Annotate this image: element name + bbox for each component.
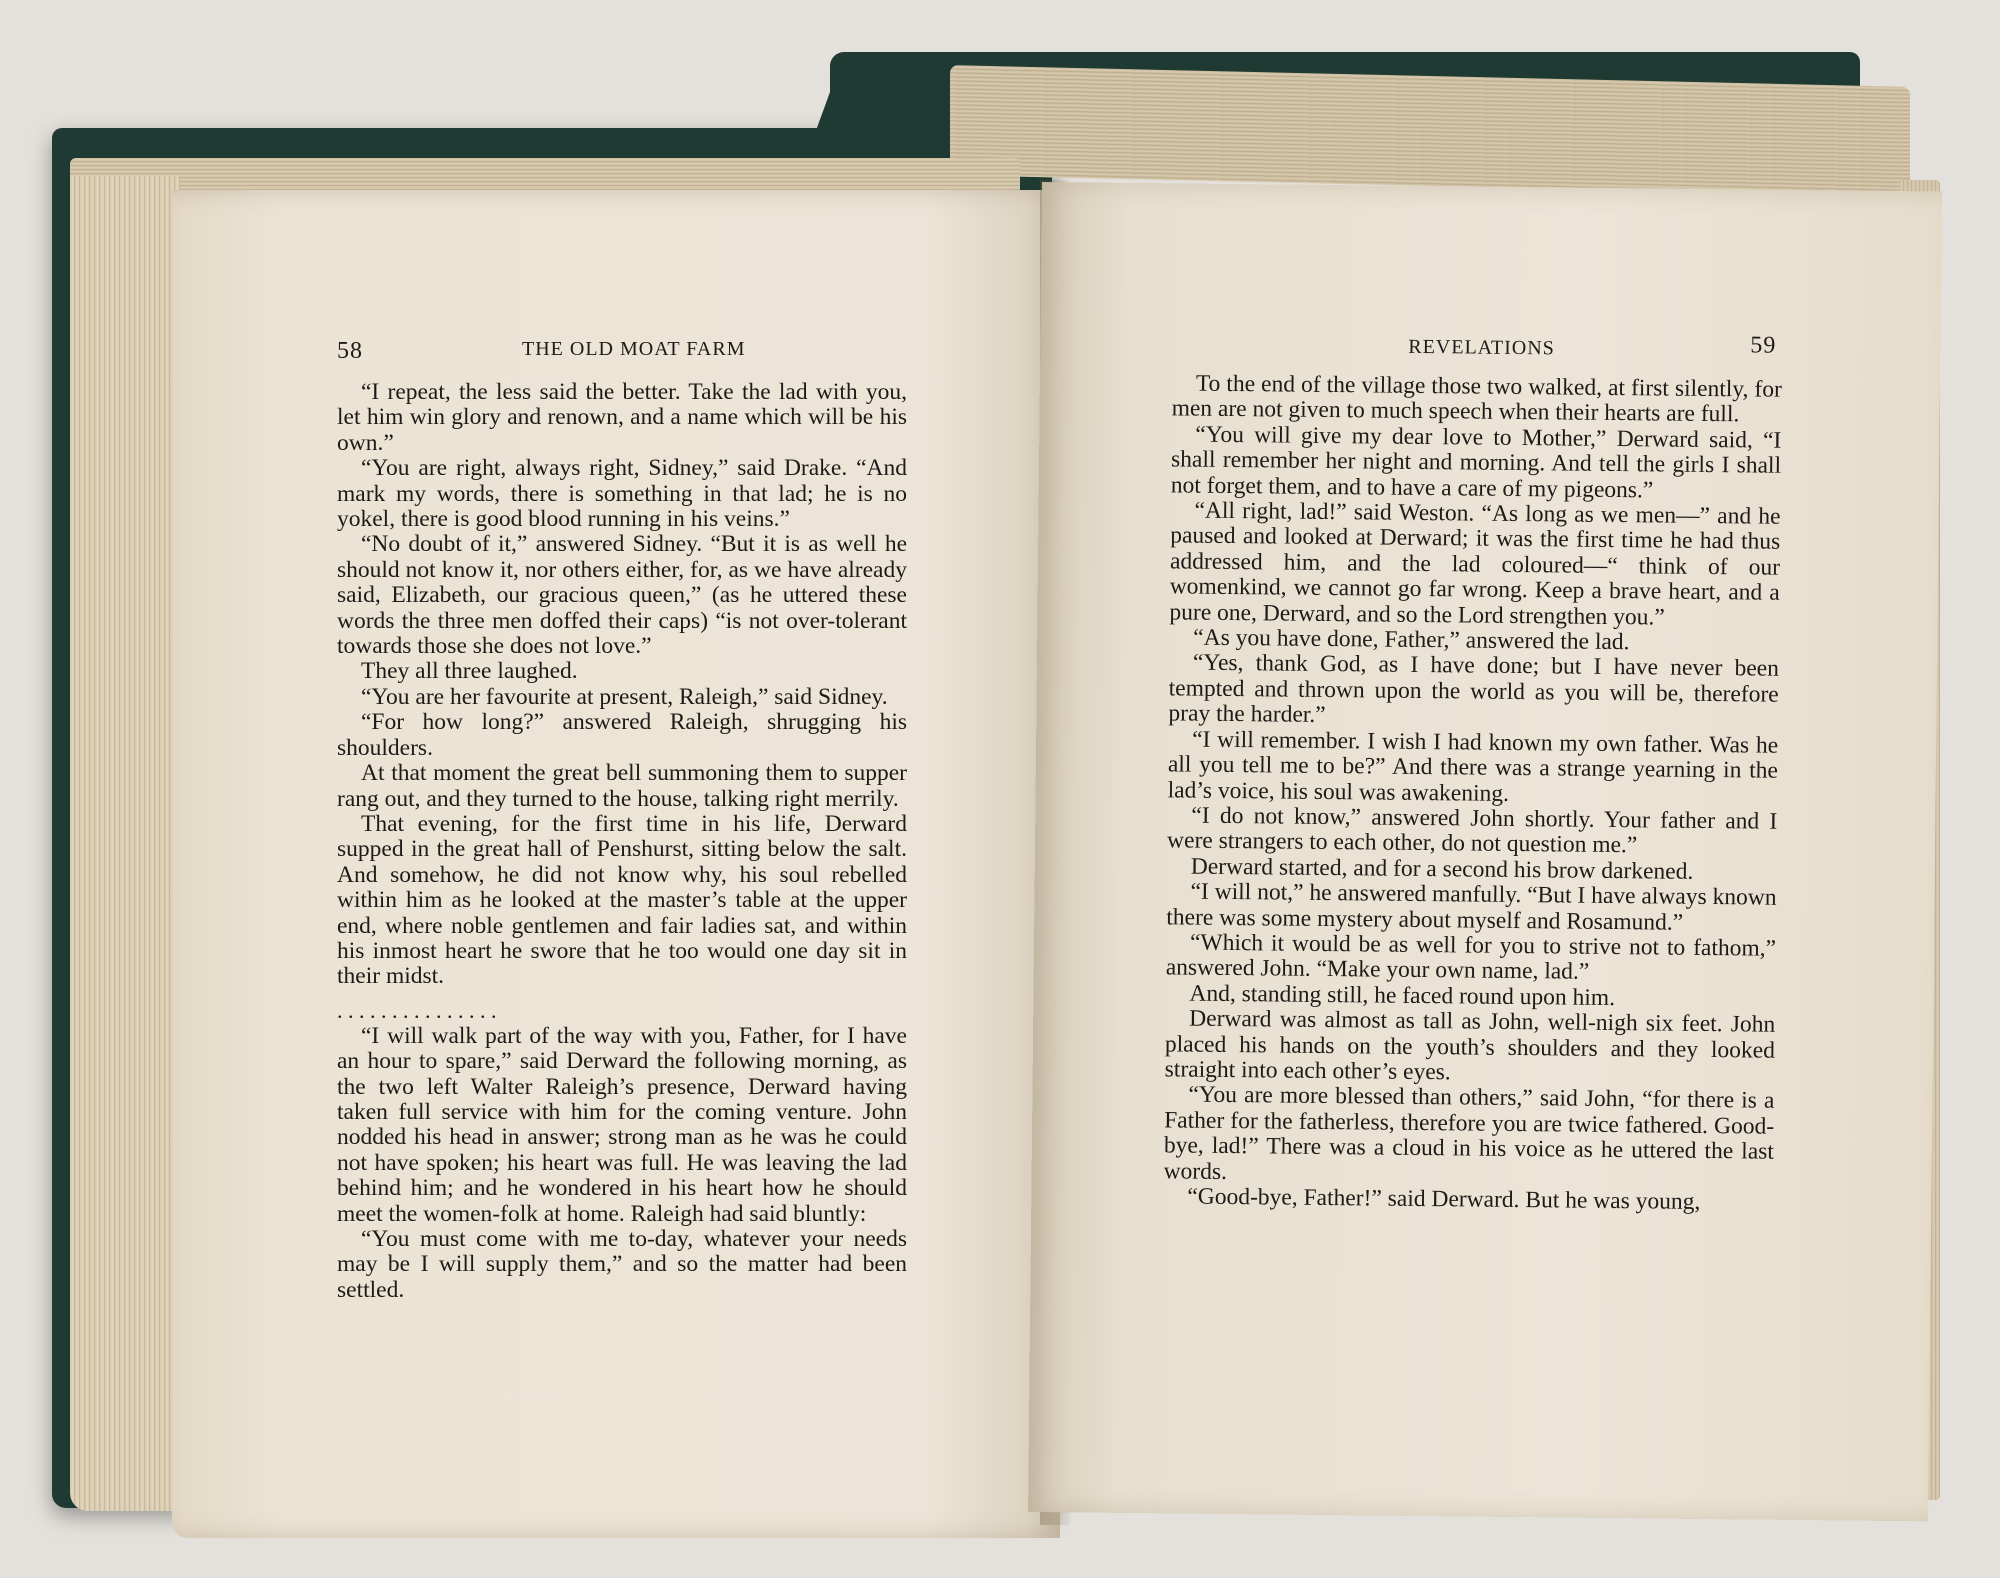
paragraph: “You are right, always right, Sidney,” said Drake. “And mark my words, there is something in that lad; he is no yokel, there is good blood running in his veins.” (337, 455, 907, 533)
paragraph: Derward started, and for a second his brow darkened. (1190, 853, 1694, 885)
left-page (172, 190, 1060, 1538)
right-page-text (1163, 371, 1782, 1216)
left-running-head: THE OLD MOAT FARM (522, 338, 746, 360)
section-separator: . . . . . . . . . . . . . . . (337, 997, 497, 1023)
paragraph: “I will remember. I wish I had known my own father. Was he all you tell me to be?” And there was a strange yearning in the lad’s voice, his soul was awakening. (1167, 726, 1779, 807)
paragraph: “You will give my dear love to Mother,” Derward said, “I shall remember her night and morning. And tell the girls I shall not forget them, and to have a care of my pigeons.” (1170, 421, 1782, 504)
paragraph: To the end of the village those two walked, at first silently, for men are not given to much speech when their hearts are full. (1171, 370, 1783, 428)
paragraph: At that moment the great bell summoning them to supper rang out, and they turned to the house, talking right merrily. (337, 760, 907, 812)
paragraph: “Which it would be as well for you to strive not to fathom,” answered John. “Make your own name, lad.” (1165, 929, 1777, 986)
paragraph: That evening, for the first time in his life, Derward supped in the great hall of Penshurst, sitting below the salt. And somehow, he did not know why, his soul rebelled within him as he looked at the master’s table at the upper end, where noble gentlemen and fair ladies sat, and within his inmost heart he swore that he too would one day sit in their midst. (337, 810, 907, 990)
paragraph: “I will not,” he answered manfully. “But I have always known there was some mystery about myself and Rosamund.” (1166, 878, 1777, 936)
paragraph: “You are more blessed than others,” said John, “for there is a Father for the fatherless, therefore you are twice fathered. Good-bye, lad!” There was a cloud in his voice as he uttered the last words. (1163, 1081, 1775, 1185)
paragraph: They all three laughed. (361, 658, 578, 685)
page-edges-left (70, 176, 180, 1511)
right-running-head: REVELATIONS (1408, 335, 1555, 360)
left-page-number: 58 (337, 338, 363, 364)
paragraph: “I repeat, the less said the better. Take the lad with you, let him win glory and renown, and a name which will be his own.” (337, 379, 907, 456)
right-page-number: 59 (1750, 332, 1777, 359)
paragraph: “All right, lad!” said Weston. “As long as we men—” and he paused and looked at Derward; it was the first time he had thus addressed him, and the lad coloured—“ think of our womenkind, we cannot go far wrong. Keep a brave heart, and a pure one, Derward, and so the Lord strengthen you.” (1169, 497, 1781, 631)
paragraph: “I do not know,” answered John shortly. Your father and I were strangers to each other, do not question me.” (1166, 802, 1778, 859)
paragraph: “I will walk part of the way with you, Father, for I have an hour to spare,” said Derward the following morning, as the two left Walter Raleigh’s presence, Derward having taken full service with him for the coming venture. John nodded his head in answer; strong man as he was he could not have spoken; his heart was full. He was leaving the lad behind him; and he wondered in his heart how he should meet the women-folk at home. Raleigh had said bluntly: (337, 1022, 907, 1227)
paragraph: “No doubt of it,” answered Sidney. “But it is as well he should not know it, nor others either, for, as we have already said, Elizabeth, our gracious queen,” (as he uttered these words the three men doffed their caps) “is not over-tolerant towards those she does not love.” (337, 531, 907, 660)
paragraph: And, standing still, he faced round upon him. (1189, 980, 1616, 1011)
page-edges-top-right (950, 65, 1910, 197)
paragraph: “You must come with me to-day, whatever your needs may be I will supply them,” and so the matter had been settled. (337, 1226, 907, 1303)
paragraph: Derward was almost as tall as John, well-nigh six feet. John placed his hands on the youth’s shoulders and they looked straight into each other’s eyes. (1164, 1005, 1776, 1086)
paragraph: “Good-bye, Father!” said Derward. But he was young, (1187, 1183, 1701, 1215)
page-edges-top-left (70, 158, 1020, 194)
left-page-text (337, 380, 907, 1303)
paragraph: “For how long?” answered Raleigh, shrugging his shoulders. (337, 709, 907, 761)
right-page (1028, 182, 1942, 1521)
paragraph: “Yes, thank God, as I have done; but I have never been tempted and thrown upon the world as you will be, therefore pray the harder.” (1168, 650, 1780, 729)
paragraph: “As you have done, Father,” answered the lad. (1193, 624, 1630, 656)
paragraph: “You are her favourite at present, Raleigh,” said Sidney. (361, 683, 888, 710)
